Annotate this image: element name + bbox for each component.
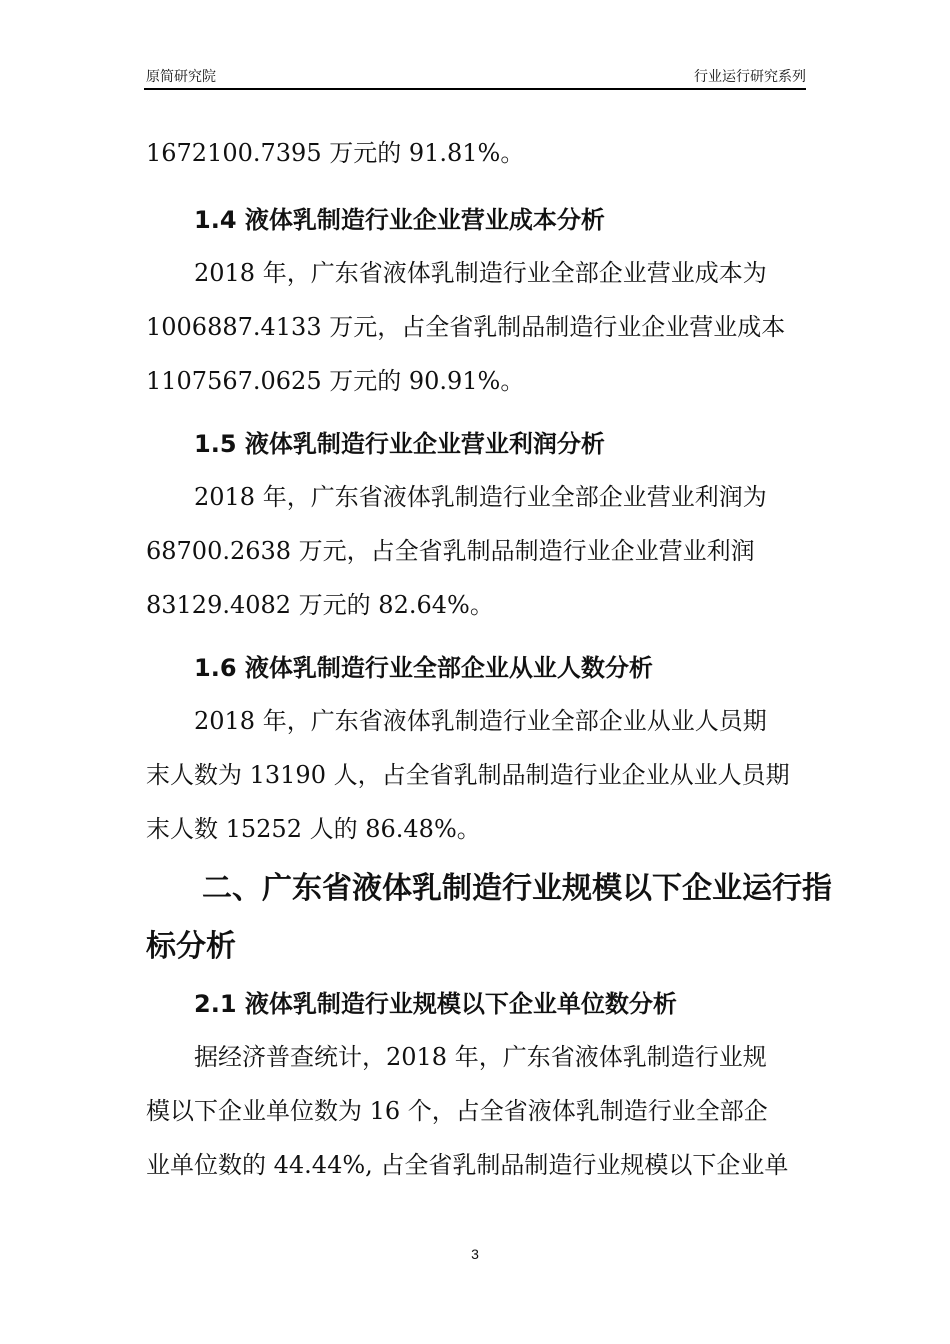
section-heading-line: 二、广东省液体乳制造行业规模以下企业运行指 bbox=[202, 871, 832, 906]
paragraph-1-5 bbox=[146, 470, 806, 632]
page-number: 3 bbox=[471, 1246, 479, 1262]
paragraph-line: 2018 年，广东省液体乳制造行业全部企业从业人员期 bbox=[194, 707, 767, 735]
heading-1-5: 1.5 液体乳制造行业企业营业利润分析 bbox=[194, 430, 605, 458]
heading-1-6: 1.6 液体乳制造行业全部企业从业人数分析 bbox=[194, 654, 653, 682]
paragraph-line: 末人数为 13190 人，占全省乳制品制造行业企业从业人员期 bbox=[146, 761, 790, 789]
paragraph-line: 1006887.4133 万元，占全省乳制品制造行业企业营业成本 bbox=[146, 313, 786, 341]
paragraph-line: 末人数 15252 人的 86.48%。 bbox=[146, 815, 481, 843]
paragraph-line: 据经济普查统计，2018 年，广东省液体乳制造行业规 bbox=[194, 1043, 767, 1071]
paragraph-line: 1107567.0625 万元的 90.91%。 bbox=[146, 367, 525, 395]
paragraph-2-1 bbox=[146, 1030, 806, 1192]
paragraph-line: 1672100.7395 万元的 91.81%。 bbox=[146, 139, 525, 167]
paragraph-line: 83129.4082 万元的 82.64%。 bbox=[146, 591, 494, 619]
paragraph-line: 2018 年，广东省液体乳制造行业全部企业营业利润为 bbox=[194, 483, 767, 511]
header-rule bbox=[144, 88, 806, 90]
heading-1-4: 1.4 液体乳制造行业企业营业成本分析 bbox=[194, 206, 605, 234]
section-heading-line: 标分析 bbox=[146, 929, 236, 964]
paragraph-1-6 bbox=[146, 694, 806, 856]
paragraph-line: 业单位数的 44.44%, 占全省乳制品制造行业规模以下企业单 bbox=[146, 1151, 789, 1179]
paragraph-line: 2018 年，广东省液体乳制造行业全部企业营业成本为 bbox=[194, 259, 767, 287]
paragraph-line: 模以下企业单位数为 16 个，占全省液体乳制造行业全部企 bbox=[146, 1097, 768, 1125]
paragraph-1-4 bbox=[146, 246, 806, 408]
paragraph-line: 68700.2638 万元，占全省乳制品制造行业企业营业利润 bbox=[146, 537, 755, 565]
header-org-name: 原简研究院 bbox=[146, 68, 216, 84]
paragraph-continued bbox=[146, 126, 806, 180]
heading-2-1: 2.1 液体乳制造行业规模以下企业单位数分析 bbox=[194, 990, 677, 1018]
header-series-title: 行业运行研究系列 bbox=[694, 68, 806, 84]
section-heading-2 bbox=[146, 860, 832, 976]
